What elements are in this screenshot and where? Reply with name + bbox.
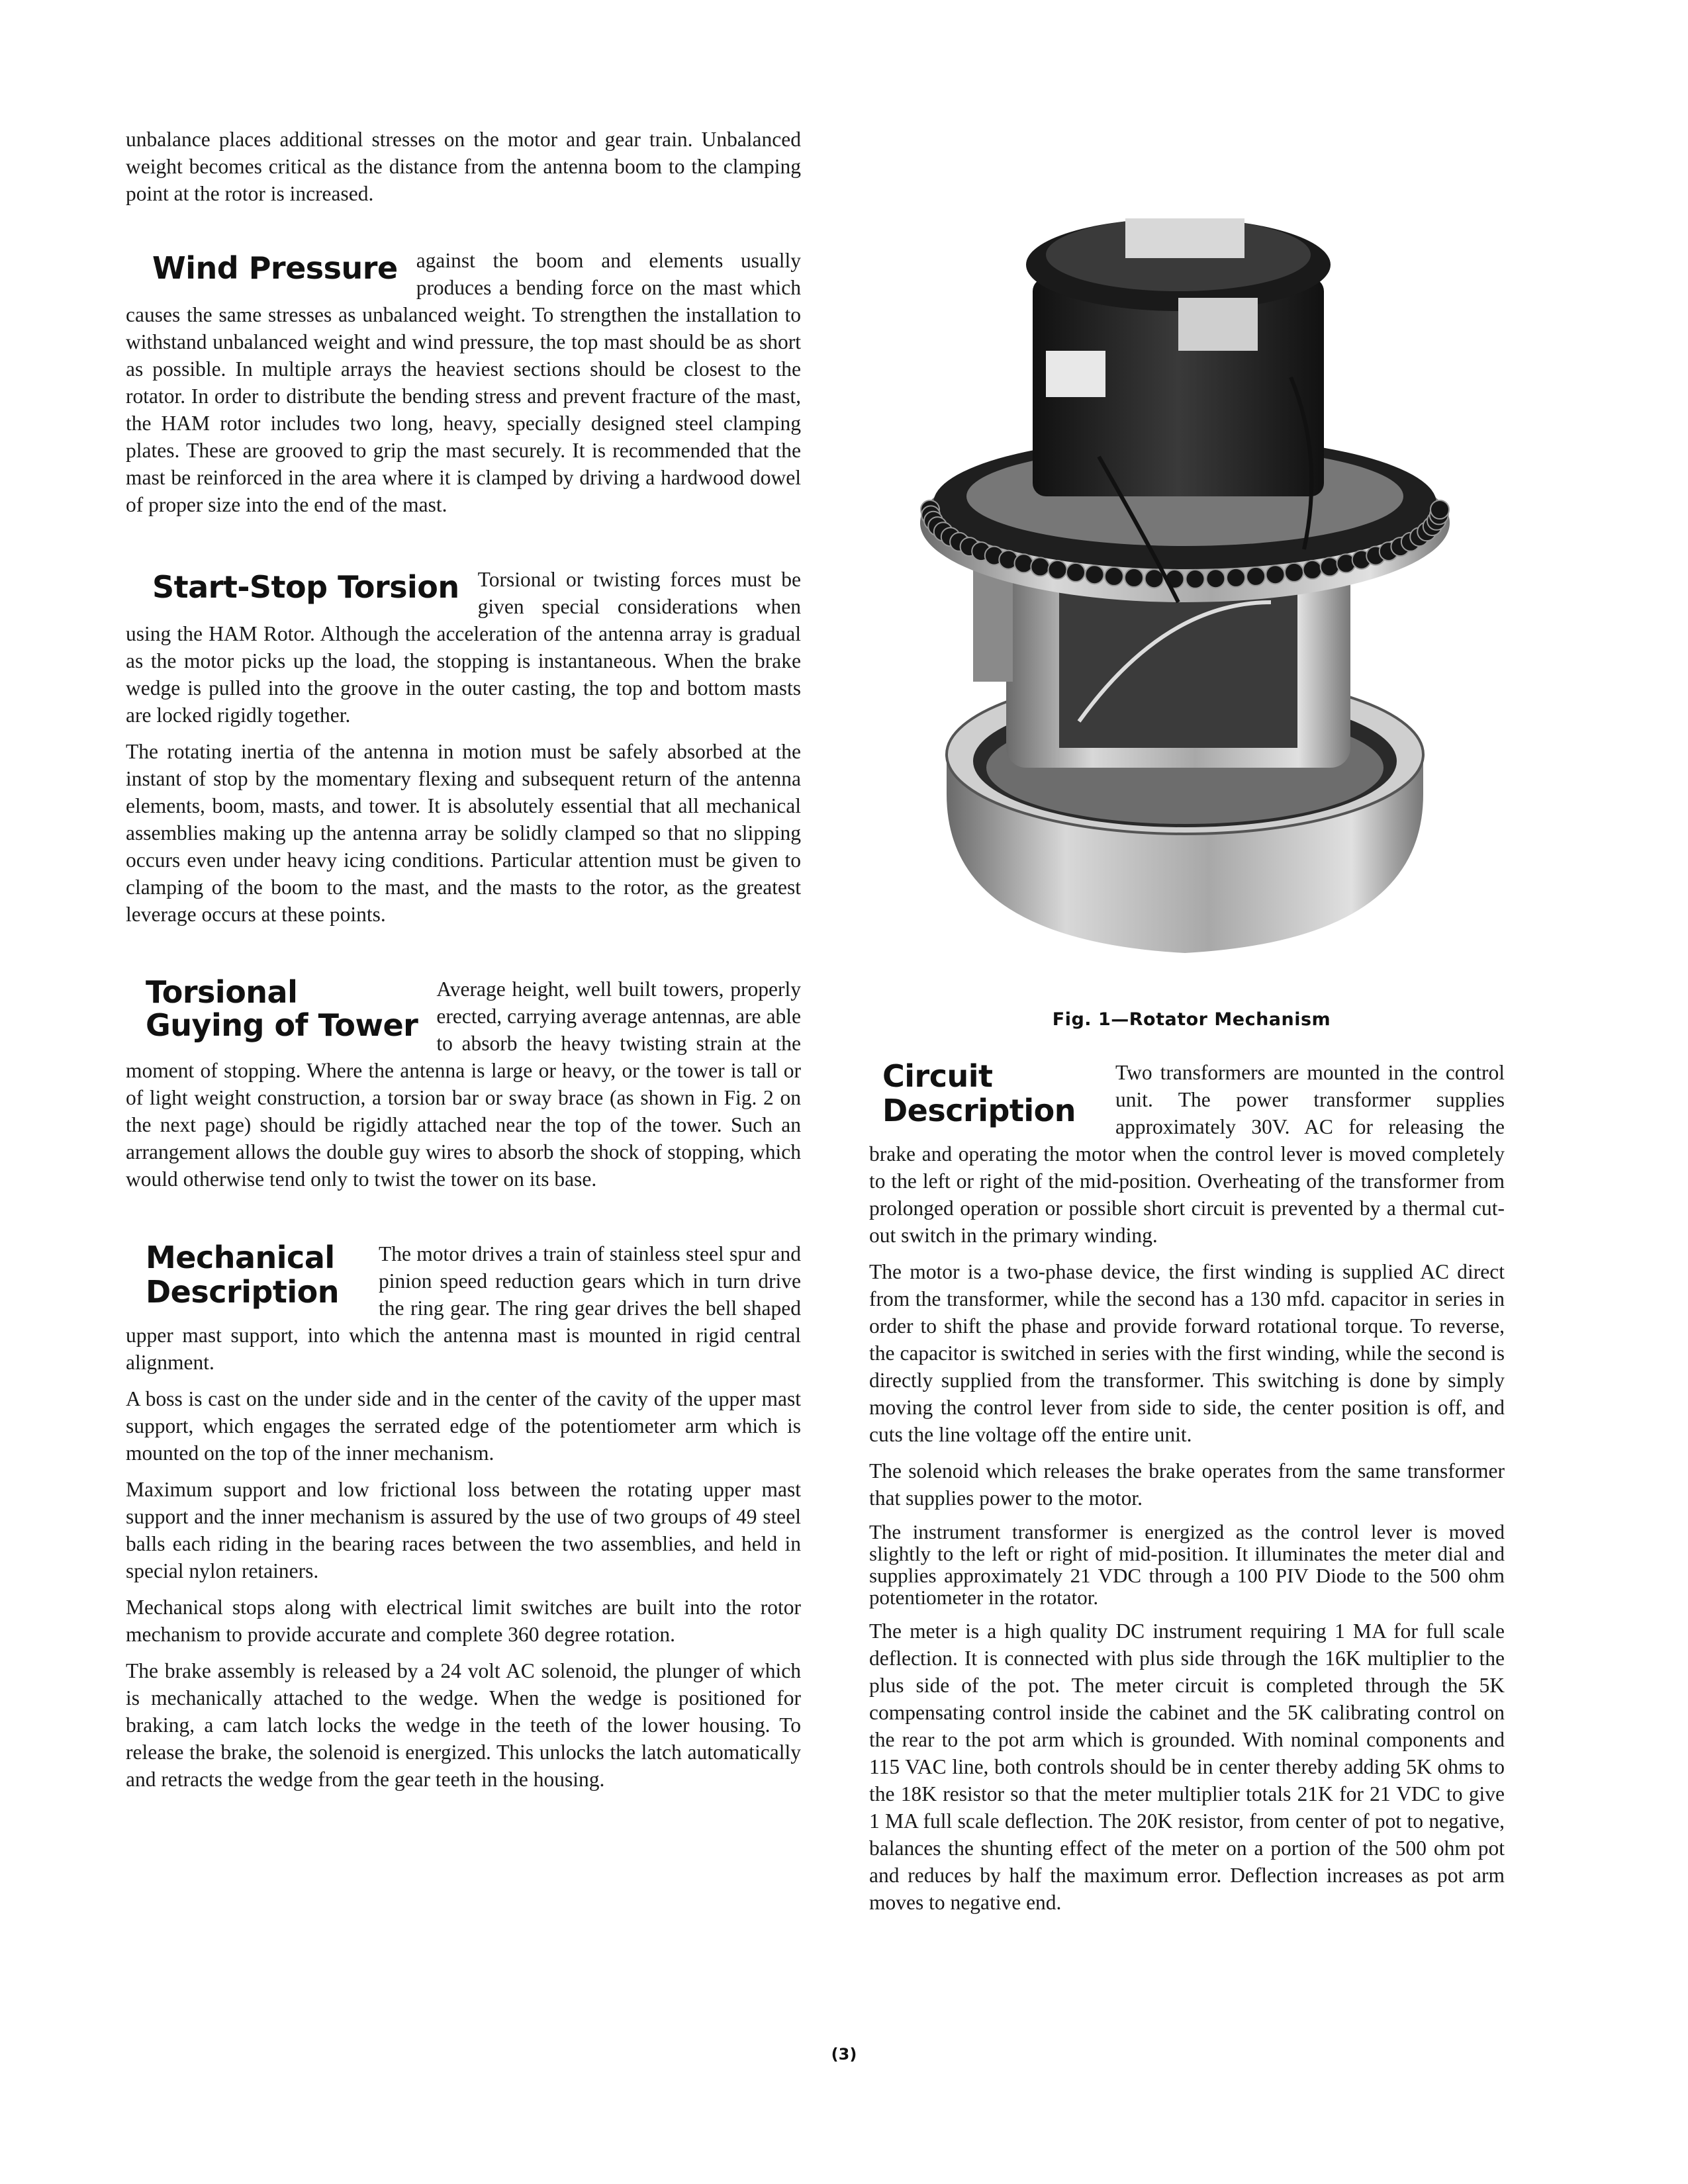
start-stop-torsion-heading: Start-Stop Torsion	[152, 569, 459, 605]
torsional-guying-body: Average height, well built towers, properly erected, carrying average antennas, are able to absorb the heavy twisting strain at the moment of stopping. Where the antenna is large or heavy, or the tower is tall or of light weight construction, a torsion bar or sway brace (as shown in Fig. 2 on the next page) should be rigidly attached near the top of the tower. Such an arrangement allows the double guy wires to absorb the shock of stopping, which would otherwise tend only to twist the tower on its base.	[126, 978, 801, 1191]
torsional-guying-heading-line1: Torsional	[146, 974, 298, 1010]
circuit-description-heading-line2: Description	[882, 1093, 1076, 1128]
circuit-description-paragraph-5: The meter is a high quality DC instrument requiring 1 MA for full scale deflection. It is connected with plus side through the 16K multiplier to the plus side of the pot. The meter circuit is completed through the 5K compensating control inside the cabinet and the 5K calibrating control on the rear to the pot arm which is grounded. With nominal components and 115 VAC line, both controls should be in center thereby adding 5K ohms to the 18K resistor so that the meter multiplier totals 21K for 21 VDC to give 1 MA full scale deflection. The 20K resistor, from center of pot to negative, balances the shunting effect of the meter on a portion of the 500 ohm pot and reduces by half the maximum error. Deflection increases as pot arm moves to negative end.	[869, 1619, 1505, 1914]
circuit-description-body: Two transformers are mounted in the control unit. The power transformer supplies approximately 30V. AC for releasing the brake and operating the motor when the control lever is moved completely to the left or right of the mid-position. Overheating of the transformer from prolonged operation or possible short circuit is prevented by a thermal cut-out switch in the primary winding.	[869, 1061, 1505, 1247]
rotator-mechanism-photo	[900, 179, 1470, 973]
torsional-guying-heading-line2: Guying of Tower	[146, 1007, 418, 1043]
intro-paragraph: unbalance places additional stresses on the motor and gear train. Unbalanced weight becomes critical as the distance from the antenna boom to the clamping point at the rotor is increased.	[126, 128, 801, 205]
mechanical-description-heading-line1: Mechanical	[146, 1240, 335, 1275]
steel-ball	[1206, 569, 1225, 588]
mechanical-description-paragraph-2: A boss is cast on the under side and in the center of the cavity of the upper mast support, which engages the serrated edge of the potentiometer arm which is mounted on the top of the inner mechanism.	[126, 1387, 801, 1465]
page-number: (3)	[831, 2045, 857, 2064]
steel-ball	[1086, 565, 1104, 584]
mechanical-description-section	[126, 1240, 801, 1793]
steel-ball	[1049, 561, 1067, 579]
wind-pressure-body: against the boom and elements usually produces a bending force on the mast which causes the same stresses as unbalanced weight. To strengthen the installation to withstand unbalanced weight and wind pressure, the top mast should be as short as possible. In multiple arrays the heaviest sections should be closest to the rotator. In order to distribute the bending stress and prevent fracture of the mast, the HAM rotor includes two long, heavy, specially designed steel clamping plates. These are grooved to grip the mast securely. It is recommended that the mast be reinforced in the area where it is clamped by driving a hardwood dowel of proper size into the end of the mast.	[126, 249, 801, 516]
mechanical-description-heading	[126, 1240, 339, 1309]
circuit-description-heading	[869, 1059, 1076, 1128]
steel-ball	[1066, 563, 1085, 582]
steel-ball	[1125, 569, 1143, 587]
torsional-guying-heading	[126, 976, 418, 1042]
torsional-guying-section	[126, 976, 801, 1202]
circuit-description-paragraph-2: The motor is a two-phase device, the first winding is supplied AC direct from the transformer, while the second has a 130 mfd. capacitor in series in order to shift the phase and provide forward rotational torque. To reverse, the capacitor is switched in series with the first winding, while the second is directly supplied from the transformer. This switching is done by simply moving the control lever from side to side, the center position is off, and cuts the line voltage off the entire unit.	[869, 1260, 1505, 1446]
steel-ball	[1430, 500, 1449, 519]
mechanical-description-body: The motor drives a train of stainless steel spur and pinion speed reduction gears which in turn drive the ring gear. The ring gear drives the bell shaped upper mast support, into which the antenna mast is mounted in rigid central alignment.	[126, 1242, 801, 1374]
steel-ball	[1266, 565, 1285, 584]
steel-ball	[1321, 557, 1339, 576]
rotator-mechanism-illustration	[900, 179, 1470, 973]
start-stop-torsion-section	[126, 566, 801, 928]
start-stop-torsion-body: Torsional or twisting forces must be given special considerations when using the HAM Rotor. Although the acceleration of the antenna array is gradual as the motor picks up the load, the stopping is instantaneous. When the brake wedge is pulled into the groove in the outer casting, the top and bottom masts are locked rigidly together.	[126, 568, 801, 727]
right-column	[869, 1059, 1505, 1925]
mechanical-description-paragraph-4: Mechanical stops along with electrical limit switches are built into the rotor mechanism to provide accurate and complete 360 degree rotation.	[126, 1596, 801, 1646]
steel-ball	[1285, 563, 1303, 582]
mechanical-description-paragraph-3: Maximum support and low frictional loss between the rotating upper mast support and the inner mechanism is assured by the use of two groups of 49 steel balls each riding in the bearing races between the two assemblies, and held in special nylon retainers.	[126, 1478, 801, 1582]
steel-ball	[1031, 557, 1049, 576]
steel-ball	[1186, 570, 1205, 588]
steel-ball	[1303, 561, 1322, 579]
left-column	[126, 126, 801, 1802]
figure-caption: Fig. 1—Rotator Mechanism	[1052, 1009, 1331, 1030]
circuit-description-paragraph-3: The solenoid which releases the brake operates from the same transformer that supplies power to the motor.	[869, 1459, 1505, 1510]
steel-ball	[1105, 567, 1123, 586]
start-stop-torsion-paragraph-2: The rotating inertia of the antenna in motion must be safely absorbed at the instant of stop by the momentary flexing and subsequent return of the antenna elements, boom, masts, and tower. It is absolutely essential that all mechanical assemblies making up the antenna array be solidly clamped so that no slipping occurs even under heavy icing conditions. Particular attention must be given to clamping of the boom to the mast, and the masts to the rotor, as the greatest leverage occurs at these points.	[126, 740, 801, 926]
steel-ball	[1246, 567, 1265, 586]
circuit-description-heading-line1: Circuit	[882, 1058, 993, 1094]
steel-ball	[1227, 569, 1245, 587]
wind-pressure-heading: Wind Pressure	[152, 250, 398, 286]
mechanical-description-paragraph-5: The brake assembly is released by a 24 volt AC solenoid, the plunger of which is mechanically attached to the wedge. When the wedge is positioned for braking, a cam latch locks the wedge in the teeth of the lower housing. To release the brake, the solenoid is energized. This unlocks the latch automatically and retracts the wedge from the gear teeth in the housing.	[126, 1659, 801, 1791]
circuit-description-paragraph-4: The instrument transformer is energized as the control lever is moved slightly to the left or right of mid-position. It illuminates the meter dial and supplies approximately 21 VDC through a 100 PIV Diode to the 500 ohm potentiometer in the rotator.	[869, 1520, 1505, 1609]
circuit-description-section	[869, 1059, 1505, 1916]
mechanical-description-heading-line2: Description	[146, 1274, 340, 1310]
steel-ball	[1015, 554, 1033, 572]
wind-pressure-section	[126, 247, 801, 527]
